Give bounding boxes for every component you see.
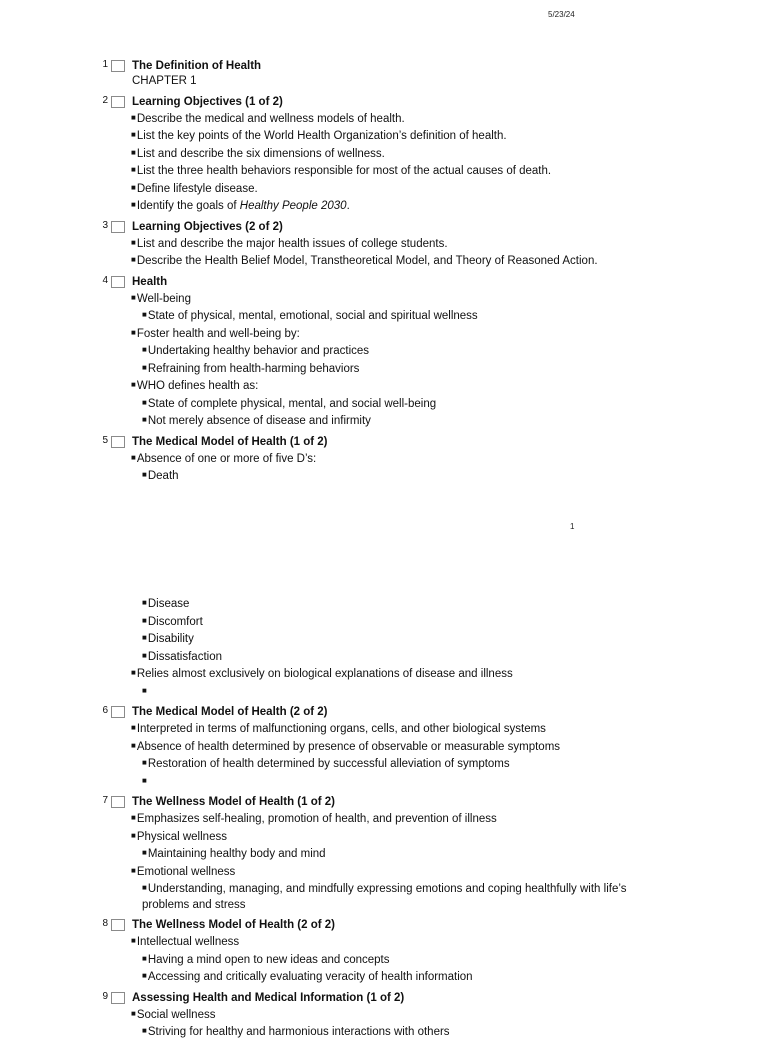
bullet-item: ■List and describe the major health issues of college students. (131, 237, 448, 250)
sub-bullet-item: ■Striving for healthy and harmonious interactions with others (142, 1026, 450, 1038)
bullet-item: ■Emotional wellness (131, 865, 236, 878)
slide-number: 5 (102, 434, 108, 446)
slide-title: Learning Objectives (2 of 2) (132, 220, 283, 233)
sub-bullet-item: ■Restoration of health determined by successful alleviation of symptoms (142, 758, 510, 770)
slide-5-continued (0, 595, 768, 700)
bullet-item: ■Absence of one or more of five D’s: (131, 452, 317, 465)
slide-checkbox[interactable] (111, 992, 125, 1004)
slide-checkbox[interactable] (111, 919, 125, 931)
slide-number: 2 (102, 94, 108, 106)
slide-3 (0, 219, 768, 270)
slide-title: The Medical Model of Health (2 of 2) (132, 706, 328, 718)
slide-8 (0, 917, 768, 986)
bullet-item: ■WHO defines health as: (131, 380, 259, 392)
bullet-item: ■Emphasizes self-healing, promotion of health, and prevention of illness (131, 813, 497, 825)
slide-title: The Medical Model of Health (1 of 2) (132, 435, 328, 448)
slide-6 (0, 704, 768, 790)
sub-bullet-item: ■State of complete physical, mental, and social well-being (142, 397, 437, 410)
bullet-item: ■Identify the goals of Healthy People 2030. (131, 200, 350, 212)
slide-checkbox[interactable] (111, 60, 125, 72)
bullet-item: ■Intellectual wellness (131, 936, 240, 948)
empty-sub-bullet: ■ (142, 775, 147, 785)
notes-section-bottom (0, 595, 768, 1041)
slide-number: 8 (102, 918, 108, 929)
slide-number: 3 (102, 219, 108, 231)
bullet-item: ■Social wellness (131, 1008, 216, 1021)
empty-sub-bullet: ■ (142, 685, 147, 695)
slide-subtitle: CHAPTER 1 (132, 75, 197, 87)
bullet-item: ■Interpreted in terms of malfunctioning organs, cells, and other biological systems (131, 723, 546, 735)
sub-bullet-item: ■Refraining from health-harming behaviors (142, 362, 360, 375)
slide-checkbox[interactable] (111, 436, 125, 448)
slide-number: 7 (102, 795, 108, 806)
sub-bullet-item: ■Not merely absence of disease and infirmity (142, 415, 371, 427)
bullet-item: ■Absence of health determined by presence of observable or measurable symptoms (131, 740, 561, 753)
bullet-item: ■List the three health behaviors responsible for most of the actual causes of death. (131, 165, 552, 177)
slide-2 (0, 94, 768, 215)
slide-checkbox[interactable] (111, 96, 125, 108)
slide-4 (0, 274, 768, 430)
sub-bullet-item: ■Maintaining healthy body and mind (142, 848, 326, 860)
slide-title: The Definition of Health (132, 60, 262, 72)
slide-title: Learning Objectives (1 of 2) (132, 95, 283, 108)
notes-section-top (0, 58, 768, 485)
page-number: 1 (570, 522, 575, 531)
slide-title: Health (132, 275, 168, 288)
bullet-item: ■Physical wellness (131, 830, 227, 843)
bullet-item: ■List the key points of the World Health Organization’s definition of health. (131, 130, 507, 142)
slide-checkbox[interactable] (111, 796, 125, 808)
slide-7 (0, 794, 768, 913)
slide-checkbox[interactable] (111, 221, 125, 233)
slide-5 (0, 434, 768, 485)
slide-checkbox[interactable] (111, 706, 125, 718)
slide-title: The Wellness Model of Health (2 of 2) (132, 919, 335, 931)
sub-bullet-item: ■Discomfort (142, 615, 203, 628)
sub-bullet-item: ■Disability (142, 633, 194, 645)
sub-bullet-item: ■Understanding, managing, and mindfully expressing emotions and coping healthfully with life’s problems and stress (142, 883, 627, 911)
slide-checkbox[interactable] (111, 276, 125, 288)
bullet-item: ■List and describe the six dimensions of wellness. (131, 147, 385, 160)
sub-bullet-item: ■Having a mind open to new ideas and concepts (142, 953, 390, 966)
slide-number: 1 (102, 59, 108, 70)
sub-bullet-item: ■Undertaking healthy behavior and practices (142, 345, 370, 357)
sub-bullet-item: ■Dissatisfaction (142, 650, 222, 663)
slide-title: Assessing Health and Medical Information (1 of 2) (132, 991, 405, 1004)
slide-number: 4 (102, 274, 108, 286)
sub-bullet-item: ■Disease (142, 598, 190, 610)
slide-number: 6 (102, 705, 108, 716)
sub-bullet-item: ■Death (142, 470, 179, 482)
slide-title: The Wellness Model of Health (1 of 2) (132, 796, 335, 808)
bullet-item: ■Describe the Health Belief Model, Transtheoretical Model, and Theory of Reasoned Action. (131, 255, 598, 267)
bullet-item: ■Define lifestyle disease. (131, 182, 258, 195)
slide-1 (0, 58, 768, 90)
slide-9 (0, 990, 768, 1041)
sub-bullet-item: ■State of physical, mental, emotional, social and spiritual wellness (142, 310, 478, 322)
slide-number: 9 (102, 990, 108, 1002)
date-stamp: 5/23/24 (548, 10, 575, 19)
bullet-item: ■Foster health and well-being by: (131, 327, 300, 340)
bullet-item: ■Well-being (131, 292, 191, 305)
bullet-item: ■Relies almost exclusively on biological explanations of disease and illness (131, 668, 513, 680)
bullet-item: ■Describe the medical and wellness models of health. (131, 112, 405, 125)
sub-bullet-item: ■Accessing and critically evaluating veracity of health information (142, 971, 473, 983)
